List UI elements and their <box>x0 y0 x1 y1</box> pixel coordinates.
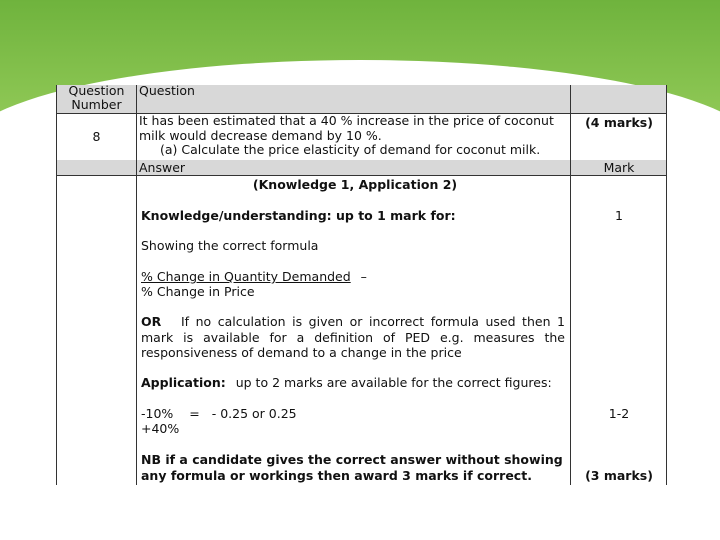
or-text-line1: If no calculation is given or incorrect formula used then 1 <box>180 314 566 329</box>
question-number-header-line1: Question <box>68 85 125 98</box>
or-text-line2: mark is available for a definition of PED e.g. measures the <box>141 329 565 345</box>
application-line <box>141 375 552 390</box>
question-number-header <box>57 85 136 112</box>
question-header-row <box>57 85 666 113</box>
answer-header: Answer <box>139 160 186 175</box>
calc-result: - 0.25 or 0.25 <box>211 406 297 421</box>
column-divider-2 <box>570 85 571 485</box>
question-row <box>57 114 666 158</box>
knowledge-heading: Knowledge/understanding: up to 1 mark for: <box>141 208 456 223</box>
calculation-line <box>141 406 297 421</box>
formula-dash: – <box>360 269 367 284</box>
application-label: Application: <box>141 375 226 390</box>
nb-line1: NB if a candidate gives the correct answer without showing <box>141 452 563 467</box>
formula-numerator-line <box>141 269 367 284</box>
question-text-line2: milk would decrease demand by 10 %. <box>139 127 382 143</box>
answer-header-row <box>57 160 666 175</box>
question-text-line3: (a) Calculate the price elasticity of demand for coconut milk. <box>160 142 541 157</box>
calc-equals: = <box>189 406 200 421</box>
nb-line2: any formula or workings then award 3 marks if correct. <box>141 468 532 483</box>
application-mark: 1-2 <box>608 406 630 421</box>
question-number: 8 <box>92 129 101 144</box>
application-text: up to 2 marks are available for the correct figures: <box>235 375 552 390</box>
or-definition-block <box>141 314 565 361</box>
question-text-line1: It has been estimated that a 40 % increase in the price of coconut <box>139 113 554 128</box>
calc-numerator: -10% <box>141 406 174 421</box>
calc-denominator: +40% <box>141 421 180 436</box>
question-marks: (4 marks) <box>585 115 653 130</box>
question-number-header-line2: Number <box>71 97 122 112</box>
column-divider-1 <box>136 85 137 485</box>
mark-scheme-document <box>56 85 667 485</box>
formula-denominator: % Change in Price <box>141 284 255 299</box>
slide-banner-edge <box>660 120 720 190</box>
showing-formula-text: Showing the correct formula <box>141 238 319 253</box>
knowledge-mark: 1 <box>615 208 623 223</box>
or-line1 <box>141 314 565 330</box>
answer-body <box>57 176 666 485</box>
nb-mark: (3 marks) <box>585 468 653 483</box>
question-text <box>139 114 567 158</box>
formula-numerator: % Change in Quantity Demanded <box>141 269 351 284</box>
or-label: OR <box>141 314 162 329</box>
mark-header: Mark <box>603 160 635 175</box>
or-text-line3: responsiveness of demand to a change in the price <box>141 345 462 360</box>
marks-breakdown: (Knowledge 1, Application 2) <box>252 177 458 192</box>
question-header: Question <box>139 85 195 98</box>
